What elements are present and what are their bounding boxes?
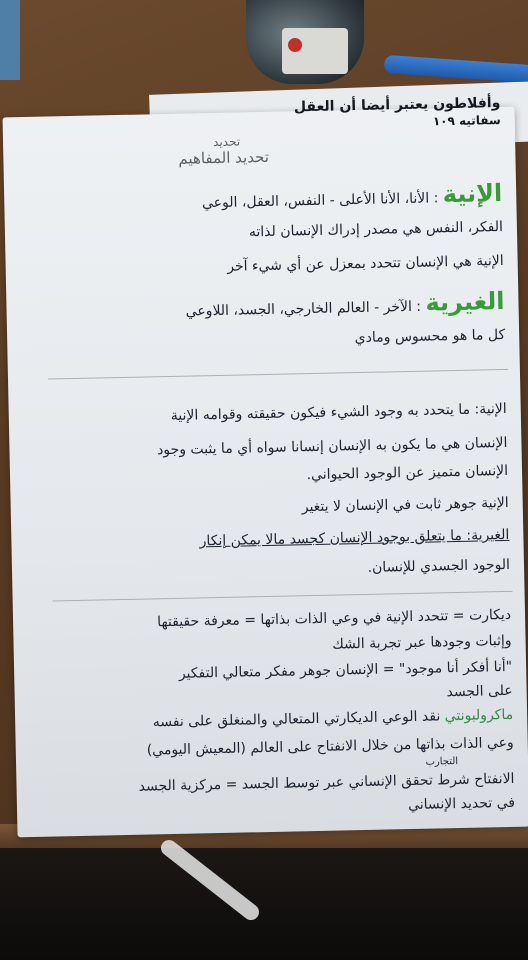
descartes-line-3: "أنا أفكر أنا موجود" = الإنسان جوهر مفكر متعالي التفكير <box>178 658 513 682</box>
merleau-note: التجارب <box>425 756 459 768</box>
term-self: الإنية <box>442 178 503 209</box>
section-2-text: : الآخر - العالم الخارجي، الجسد، اللاوعي <box>185 298 422 320</box>
definition-line-5: الغيرية: ما يتعلق بوجود الإنسان كجسد مالا يمكن إنكار <box>199 526 510 550</box>
merleau-line-1 <box>153 707 514 731</box>
merleau-line-3: الانفتاح شرط تحقق الإنساني عبر توسط الجسد = مركزية الجسد <box>138 770 515 795</box>
descartes-line-2: وإثبات وجودها عبر تجربة الشك <box>332 632 512 653</box>
merleau-line-4: في تحديد الإنساني <box>407 794 516 814</box>
definition-line-4: الإنية جوهر ثابت في الإنسان لا يتغير <box>301 494 509 516</box>
title-small: تحديد <box>212 134 241 150</box>
descartes-line-1: ديكارت = تتحدد الإنية في وعي الذات بذاتها = معرفة حقيقتها <box>157 606 512 631</box>
section-1-line-3: الإنية هي الإنسان تتحدد بمعزل عن أي شيء آخر <box>227 252 504 275</box>
term-other: الغيرية <box>425 286 505 317</box>
definition-line-2: الإنسان هي ما يكون به الإنسان إنسانا سواه أي ما يثبت وجود <box>156 434 508 459</box>
floor-shadow <box>0 848 528 960</box>
section-1-line-2: الفكر، النفس هي مصدر إدراك الإنسان لذاته <box>248 218 504 241</box>
divider-2 <box>53 591 513 602</box>
header-line-2: سفاتيه ١٠٩ <box>432 113 501 129</box>
handwritten-note-paper <box>3 95 528 838</box>
merleau-text: نقد الوعي الديكارتي المتعالي والمنغلق على نفسه <box>152 708 441 731</box>
merleau-line-2: وعي الذات بذاتها من خلال الانفتاح على العالم (المعيش اليومي) <box>146 734 514 759</box>
section-2 <box>185 287 504 322</box>
descartes-line-4: على الجسد <box>446 682 513 701</box>
definition-line-6: الوجود الجسدي للإنسان. <box>367 556 511 576</box>
section-1 <box>202 179 503 213</box>
bottle-logo-icon <box>288 38 302 52</box>
page-title: تحديد المفاهيم <box>178 147 270 168</box>
philosopher-name: ماكرولبونتي <box>444 706 514 725</box>
divider-1 <box>48 369 508 380</box>
section-2-line-2: كل ما هو محسوس ومادي <box>354 326 506 347</box>
definition-line-1: الإنية: ما يتحدد به وجود الشيء فيكون حقيقته وقوامه الإنية <box>170 400 507 424</box>
section-1-text: : الأنا، الأنا الأعلى - النفس، العقل، الوعي <box>201 190 439 212</box>
blue-book <box>0 0 20 80</box>
definition-line-3: الإنسان متميز عن الوجود الحيواني. <box>306 462 509 484</box>
header-line-1: وأفلاطون يعتبر أيضا أن العقل <box>293 95 501 116</box>
